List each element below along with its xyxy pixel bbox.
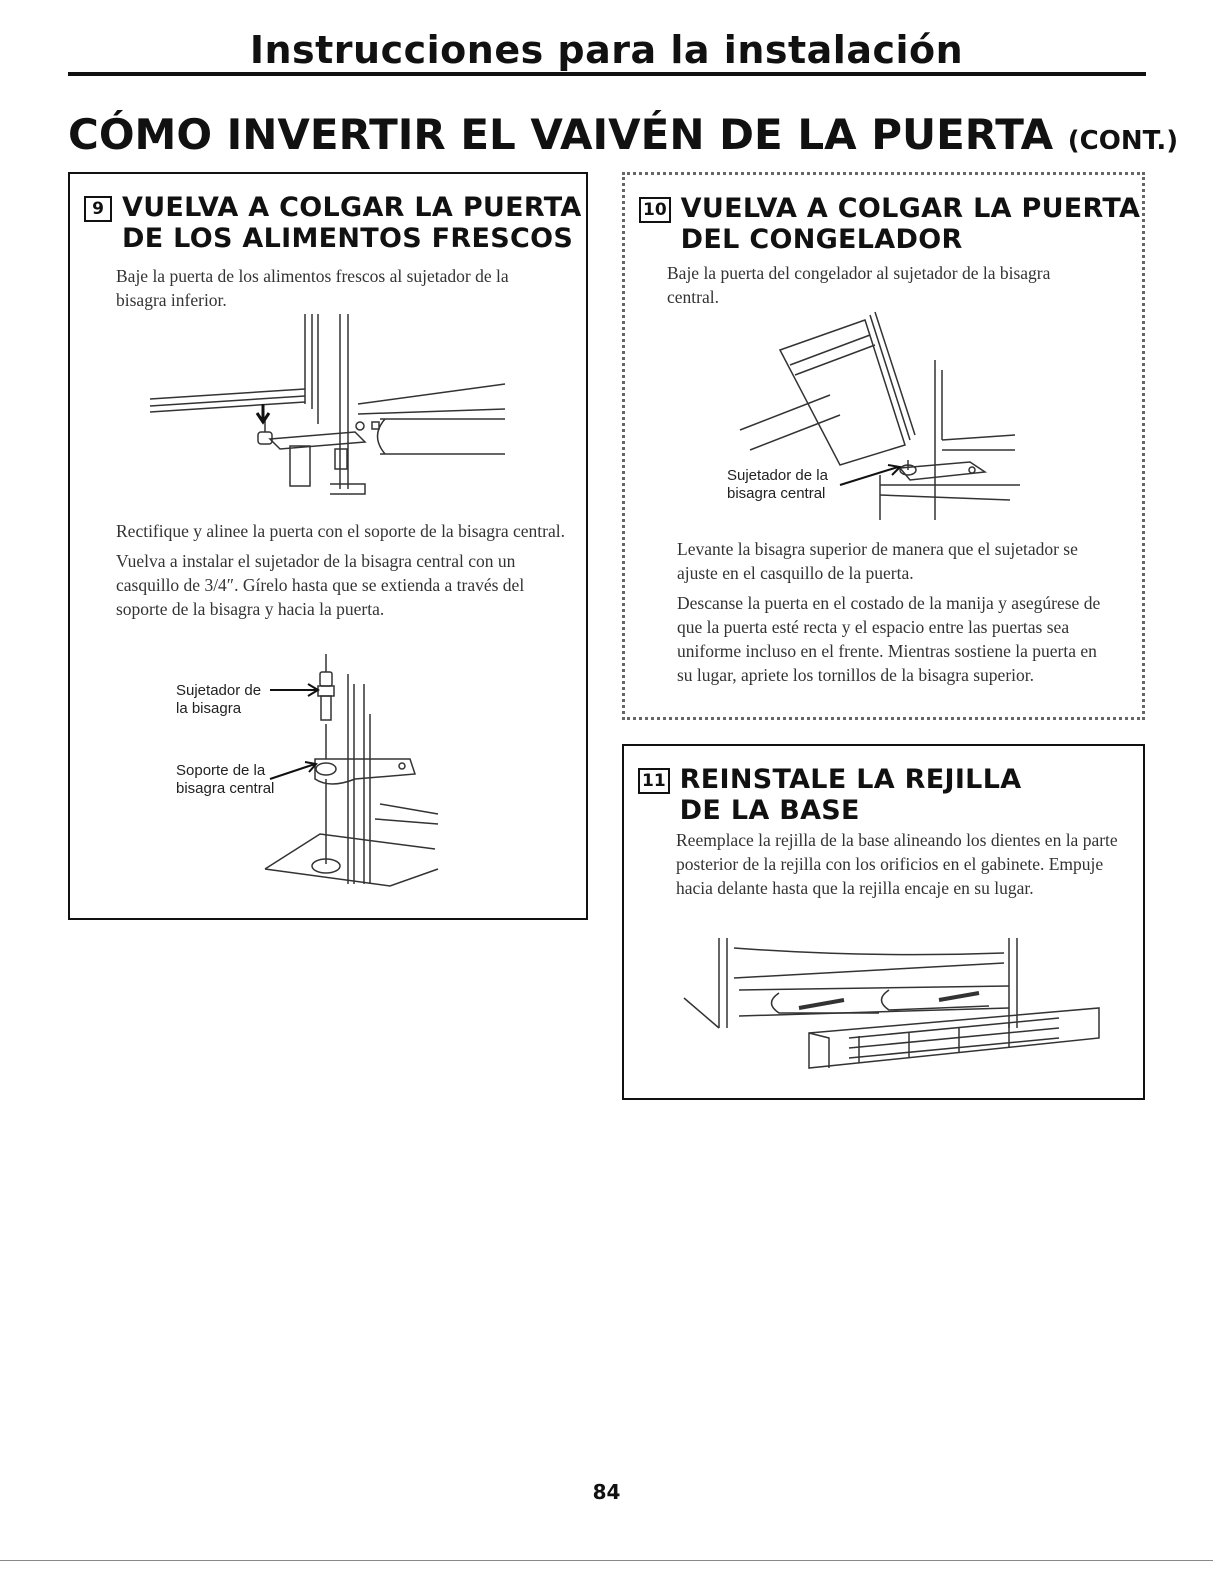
header-divider — [68, 72, 1146, 76]
section-title-cont: (CONT.) — [1067, 126, 1179, 156]
door-bottom-hinge-diagram — [140, 314, 540, 504]
step-9-label-center-bracket-line2: bisagra central — [176, 780, 275, 797]
step-9-body — [116, 519, 571, 627]
step-9-label-center-bracket-line1: Soporte de la — [176, 762, 266, 779]
step-11-number: 11 — [638, 768, 670, 794]
page-header-title: Instrucciones para la instalación — [249, 28, 964, 72]
step-10-title — [681, 193, 1141, 255]
center-hinge-pin-diagram — [260, 654, 460, 909]
step-9-panel — [68, 172, 588, 920]
bottom-rule — [0, 1560, 1213, 1561]
step-11-intro-text: Reemplace la rejilla de la base alineando los dientes en la parte posterior de la rejilla con los orificios en el gabinete. Empuje hacia delante hasta que la rejilla encaje en su lugar. — [676, 830, 1118, 898]
step-9-title-line1: VUELVA A COLGAR LA PUERTA — [122, 192, 582, 223]
step-9-label-hinge-pin-line1: Sujetador de — [176, 682, 262, 699]
step-11-title — [680, 764, 1022, 826]
step-11-panel — [622, 744, 1145, 1100]
step-10-label-hinge-pin-line2: bisagra central — [727, 485, 826, 502]
base-grille-diagram — [679, 938, 1119, 1083]
step-9-number: 9 — [84, 196, 112, 222]
step-9-title-line2: DE LOS ALIMENTOS FRESCOS — [122, 223, 574, 254]
step-10-panel — [622, 172, 1145, 720]
section-title-text: CÓMO INVERTIR EL VAIVÉN DE LA PUERTA — [68, 110, 1054, 159]
step-10-para1: Levante la bisagra superior de manera que el sujetador se ajuste en el casquillo de la puerta. — [677, 539, 1078, 583]
step-10-label-hinge-pin — [727, 467, 828, 503]
step-11-intro — [676, 828, 1126, 906]
step-9-para2: Vuelva a instalar el sujetador de la bisagra central con un casquillo de 3/4″. Gírelo hasta que se extienda a través del soporte de la bisagra y hacia la puerta. — [116, 551, 525, 619]
step-9-intro-text: Baje la puerta de los alimentos frescos al sujetador de la bisagra inferior. — [116, 266, 509, 310]
step-10-label-hinge-pin-line1: Sujetador de la — [727, 467, 828, 484]
step-9-para1: Rectifique y alinee la puerta con el soporte de la bisagra central. — [116, 521, 565, 541]
step-10-title-line2: DEL CONGELADOR — [680, 224, 963, 255]
step-11-title-line2: DE LA BASE — [679, 795, 860, 826]
step-10-heading — [639, 193, 1140, 255]
step-10-intro — [667, 261, 1087, 315]
step-9-title — [122, 192, 582, 254]
step-11-title-line1: REINSTALE LA REJILLA — [679, 764, 1022, 795]
step-9-intro — [116, 264, 536, 318]
section-title — [68, 110, 1178, 159]
page-number: 84 — [592, 1480, 621, 1504]
step-9-heading — [84, 192, 582, 254]
step-10-intro-text: Baje la puerta del congelador al sujetador de la bisagra central. — [667, 263, 1051, 307]
step-9-label-hinge-pin — [176, 682, 261, 718]
step-11-heading — [638, 764, 1021, 826]
step-10-body — [677, 537, 1107, 693]
step-10-number: 10 — [639, 197, 671, 223]
step-10-para2: Descanse la puerta en el costado de la manija y asegúrese de que la puerta esté recta y el espacio entre las puertas sea uniforme incluso en el frente. Mientras sostiene la puerta en su lugar, apriete los tornillos de la bisagra superior. — [677, 593, 1101, 685]
step-10-title-line1: VUELVA A COLGAR LA PUERTA — [680, 193, 1141, 224]
step-9-label-hinge-pin-line2: la bisagra — [176, 700, 242, 717]
